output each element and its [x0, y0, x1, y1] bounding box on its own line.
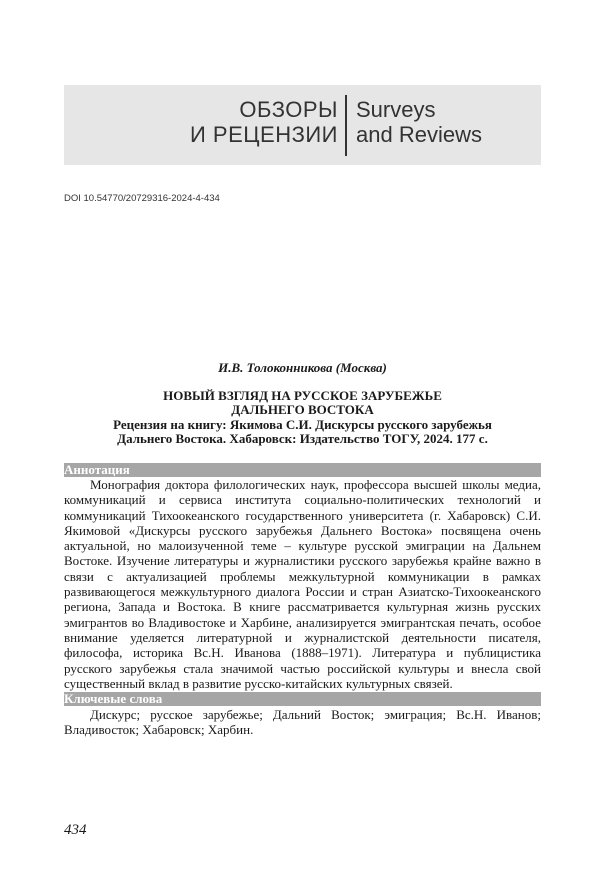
abstract-heading: Аннотация [64, 462, 130, 477]
reviewed-book-line1: Рецензия на книгу: Якимова С.И. Дискурсы русского зарубежья [113, 417, 492, 432]
abstract-text: Монография доктора филологических наук, профессора высшей школы медиа, коммуникаций и сервиса института социально-политических технологий и коммуникаций Тихоокеанского государственного университета (г. Хабаровск) С.И. Якимовой «Дискурсы русского зарубежья Дальнего Востока» посвящена очень актуальной, но малоизученной теме – культуре русской эмиграции на Дальнем Востоке. Изучение литературы и журналистики русского зарубежья крайне важно в связи с актуализацией проблемы межкультурной коммуникации в рамках развивающегося межкультурного диалога России и стран Азиатско-Тихоокеанского региона, Запада и Востока. В книге рассматривается культурная жизнь русских эмигрантов во Владивостоке и Харбине, анализируется эмигрантская печать, особое внимание уделяется литературной и журналистской деятельности писателя, философа, историка Вс.Н. Иванова (1888–1971). Литература и публицистика русского зарубежья стала значимой частью российской культуры и внесла свой существенный вклад в развитие русско-китайских культурных связей. [64, 477, 541, 691]
section-title-ru-line1: ОБЗОРЫ [239, 97, 338, 122]
doi[interactable]: DOI 10.54770/20729316-2024-4-434 [64, 193, 220, 204]
reviewed-book-line2: Дальнего Востока. Хабаровск: Издательство ТОГУ, 2024. 177 с. [117, 431, 488, 446]
section-title-en [356, 97, 482, 147]
section-title-en-line1: Surveys [356, 97, 436, 122]
page-number: 434 [64, 822, 87, 838]
section-divider [345, 95, 347, 156]
keywords-text: Дискурс; русское зарубежье; Дальний Восток; эмиграция; Вс.Н. Иванов; Владивосток; Хабаровск; Харбин. [64, 707, 541, 738]
section-title-ru-line2: И РЕЦЕНЗИИ [189, 122, 338, 147]
abstract-heading-bar [64, 463, 541, 477]
section-title-ru [190, 97, 338, 147]
article-title-line1: НОВЫЙ ВЗГЛЯД НА РУССКОЕ ЗАРУБЕЖЬЕ [163, 388, 442, 403]
reviewed-book [64, 418, 541, 446]
article-author: И.В. Толоконникова (Москва) [218, 360, 387, 375]
keywords-heading: Ключевые слова [64, 691, 163, 706]
section-title-en-line2: and Reviews [356, 122, 482, 147]
article-title-line2: ДАЛЬНЕГО ВОСТОКА [231, 402, 374, 417]
keywords-heading-bar [64, 692, 541, 706]
article-title [64, 389, 541, 417]
